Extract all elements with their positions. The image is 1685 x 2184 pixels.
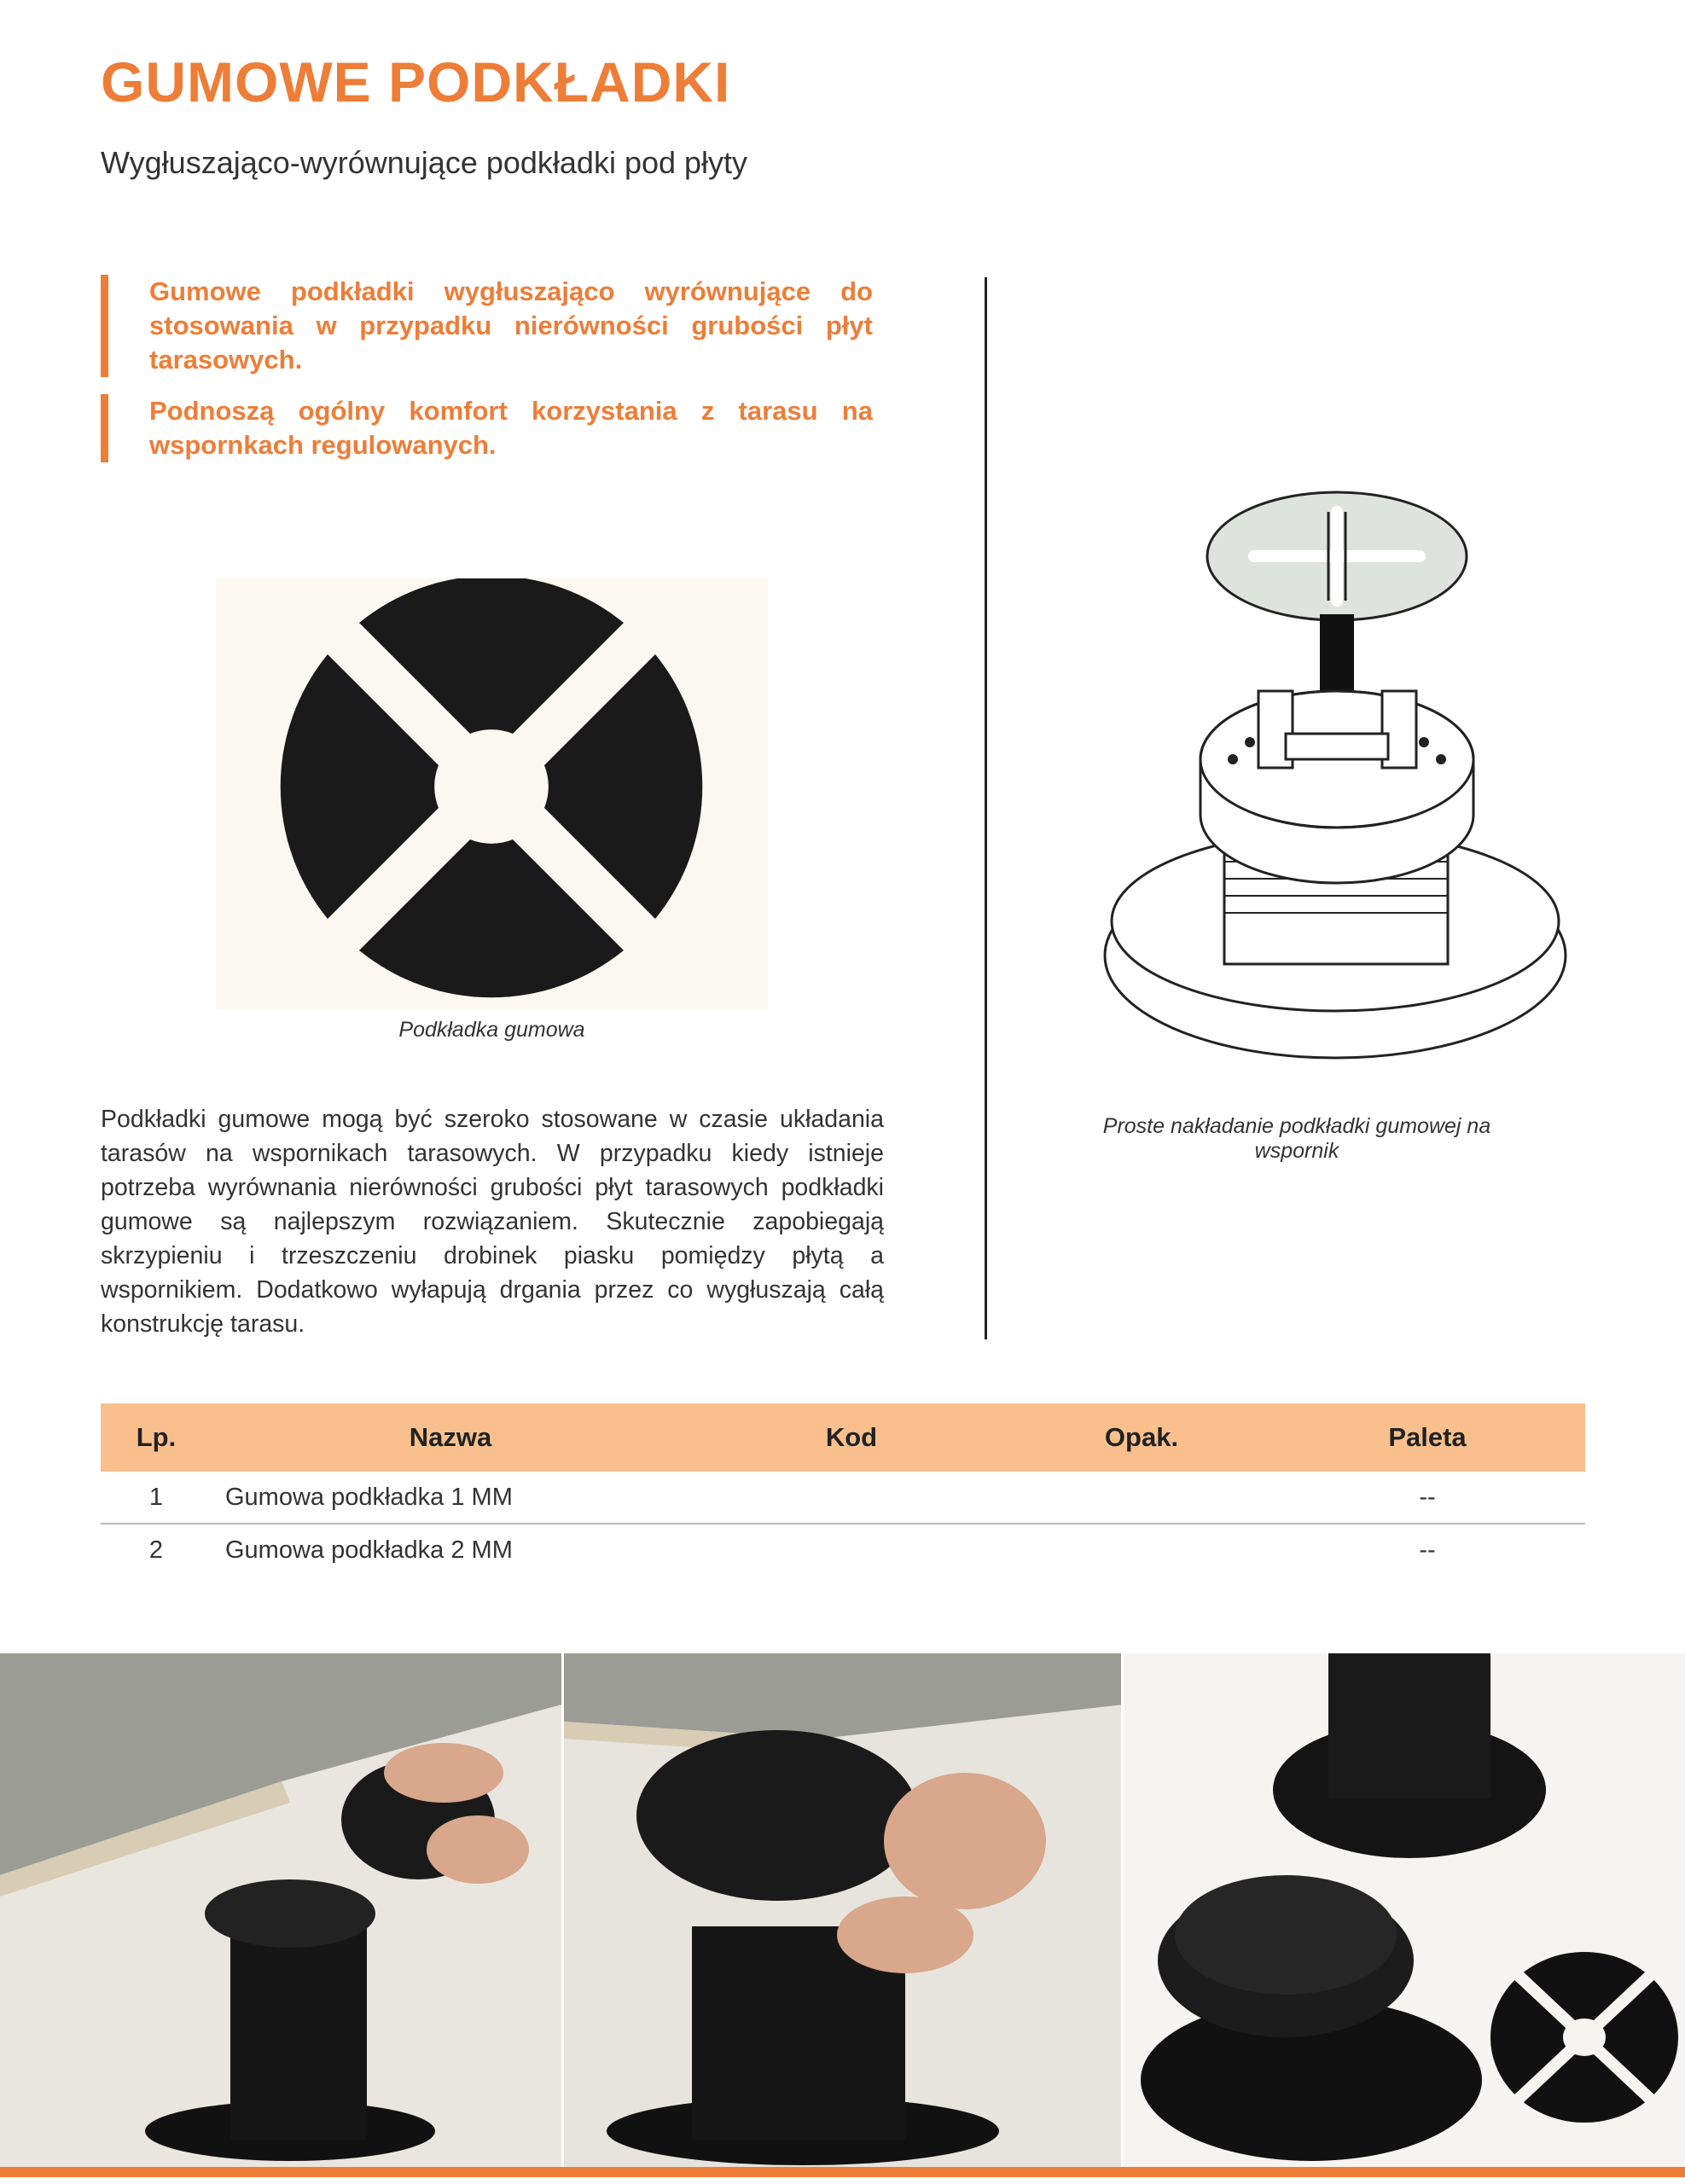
photo-installing-pad-2 bbox=[561, 1653, 1124, 2167]
page-title: GUMOWE PODKŁADKI bbox=[101, 50, 731, 113]
header-lp: Lp. bbox=[136, 1422, 177, 1452]
description-paragraph: Podkładki gumowe mogą być szeroko stosowane w czasie układania tarasów na wspornikach tarasowych. W przypadku kiedy istnieje potrzeba wyrównania nierówności grubości płyt tarasowych podkładki gumowe są najlepszym rozwiązaniem. Skutecznie zapobiegają skrzypieniu i trzeszczeniu drobinek piasku pomiędzy płytą a wspornikiem. Dodatkowo wyłapują drgania przez co wygłuszają całą konstrukcję tarasu. bbox=[101, 1106, 884, 1338]
header-kod: Kod bbox=[825, 1422, 878, 1452]
cell-paleta: -- bbox=[1419, 1483, 1436, 1511]
table-row bbox=[101, 1472, 1585, 1525]
photo-installing-pad-1 bbox=[0, 1653, 561, 2167]
highlight-paragraph-1: Gumowe podkładki wygłuszająco wyrównujące do stosowania w przypadku nierówności grubości płyt tarasowych. bbox=[101, 275, 873, 377]
cell-paleta: -- bbox=[1419, 1536, 1436, 1564]
cell-lp: 2 bbox=[148, 1536, 164, 1564]
mount-diagram bbox=[1096, 478, 1574, 1101]
pad-caption: Podkładka gumowa bbox=[398, 1018, 585, 1042]
page-subtitle: Wygłuszająco-wyrównujące podkładki pod płyty bbox=[101, 145, 748, 180]
product-table bbox=[101, 1403, 1585, 1576]
bottom-accent-bar bbox=[0, 2167, 1685, 2177]
cell-lp: 1 bbox=[148, 1483, 164, 1511]
cell-name: Gumowa podkładka 1 MM bbox=[225, 1483, 513, 1511]
table-header bbox=[101, 1403, 1585, 1472]
photo-strip bbox=[0, 1653, 1685, 2167]
column-divider bbox=[985, 277, 987, 1339]
photo-pedestal-and-pad bbox=[1121, 1653, 1685, 2167]
cell-name: Gumowa podkładka 2 MM bbox=[225, 1536, 513, 1564]
highlight-paragraph-2: Podnoszą ogólny komfort korzystania z tarasu na wspornkach regulowanych. bbox=[101, 394, 873, 462]
rubber-pad-image bbox=[216, 578, 768, 1009]
mount-caption: Proste nakładanie podkładki gumowej na wspornik bbox=[1102, 1114, 1491, 1163]
header-paleta: Paleta bbox=[1388, 1422, 1467, 1452]
header-name: Nazwa bbox=[409, 1422, 492, 1452]
header-opak: Opak. bbox=[1104, 1422, 1179, 1452]
table-row bbox=[101, 1525, 1585, 1576]
